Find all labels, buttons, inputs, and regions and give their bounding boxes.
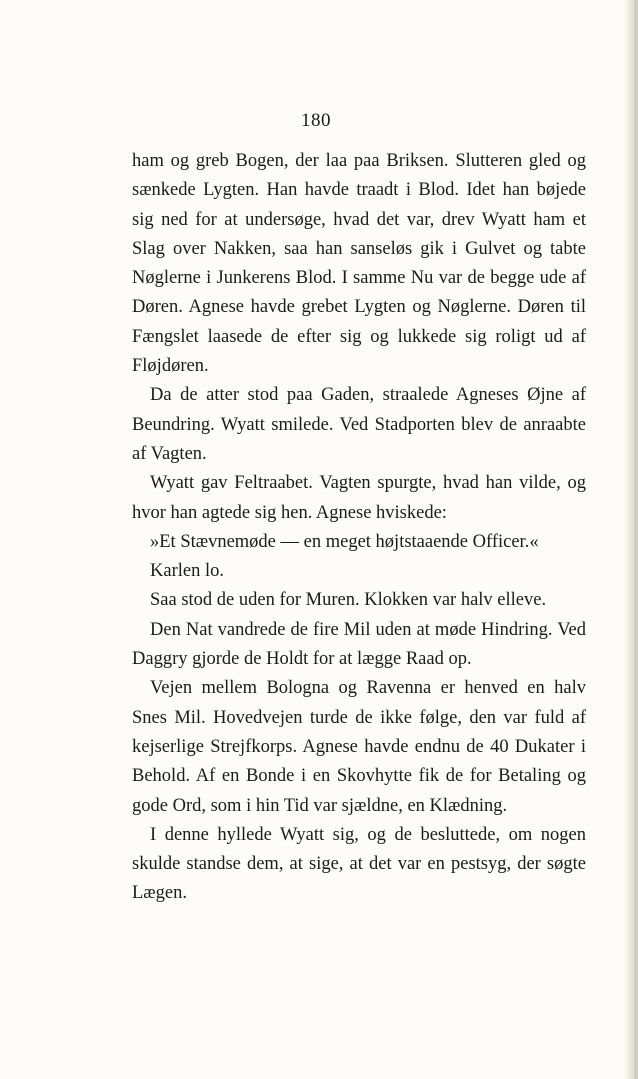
paragraph: Den Nat vandrede de fire Mil uden at møde Hindring. Ved Daggry gjorde de Holdt for at lægge Raad op. bbox=[132, 619, 586, 670]
paragraph: Vejen mellem Bologna og Ravenna er henved en halv Snes Mil. Hovedvejen turde de ikke følge, den var fuld af kejserlige Strejfkorps. Agnese havde endnu de 40 Dukater i Behold. Af en Bonde i en Skovhytte fik de for Betaling og gode Ord, som i hin Tid var sjældne, en Klædning. bbox=[132, 678, 586, 816]
page-number: 180 bbox=[301, 110, 331, 131]
body-text bbox=[132, 147, 586, 909]
paragraph: Da de atter stod paa Gaden, straalede Agneses Øjne af Beundring. Wyatt smilede. Ved Stadporten blev de anraabte af Vagten. bbox=[132, 385, 586, 464]
paragraph: I denne hyllede Wyatt sig, og de besluttede, om nogen skulde standse dem, at sige, at det var en pestsyg, der søgte Lægen. bbox=[132, 824, 586, 904]
paragraph: Wyatt gav Feltraabet. Vagten spurgte, hvad han vilde, og hvor han agtede sig hen. Agnese hviskede: bbox=[132, 473, 586, 523]
paragraph: Saa stod de uden for Muren. Klokken var halv elleve. bbox=[150, 590, 547, 611]
page-edge-line bbox=[634, 0, 638, 1079]
paragraph-continuation: ham og greb Bogen, der laa paa Briksen. Slutteren gled og sænkede Lygten. Han havde traadt i Blod. Idet han bøjede sig ned for at undersøge, hvad det var, drev Wyatt ham et Slag over Nakken, saa han sanseløs gik i Gulvet og tabte Nøglerne i Junkerens Blod. I samme Nu var de begge ude af Døren. Agnese havde grebet Lygten og Nøglerne. Døren til Fængslet laasede de efter sig og lukkede sig roligt ud af Fløjdøren. bbox=[132, 151, 586, 377]
paragraph-dialogue: »Et Stævnemøde — en meget højtstaaende Officer.« bbox=[150, 531, 539, 552]
paragraph: Karlen lo. bbox=[150, 561, 224, 582]
